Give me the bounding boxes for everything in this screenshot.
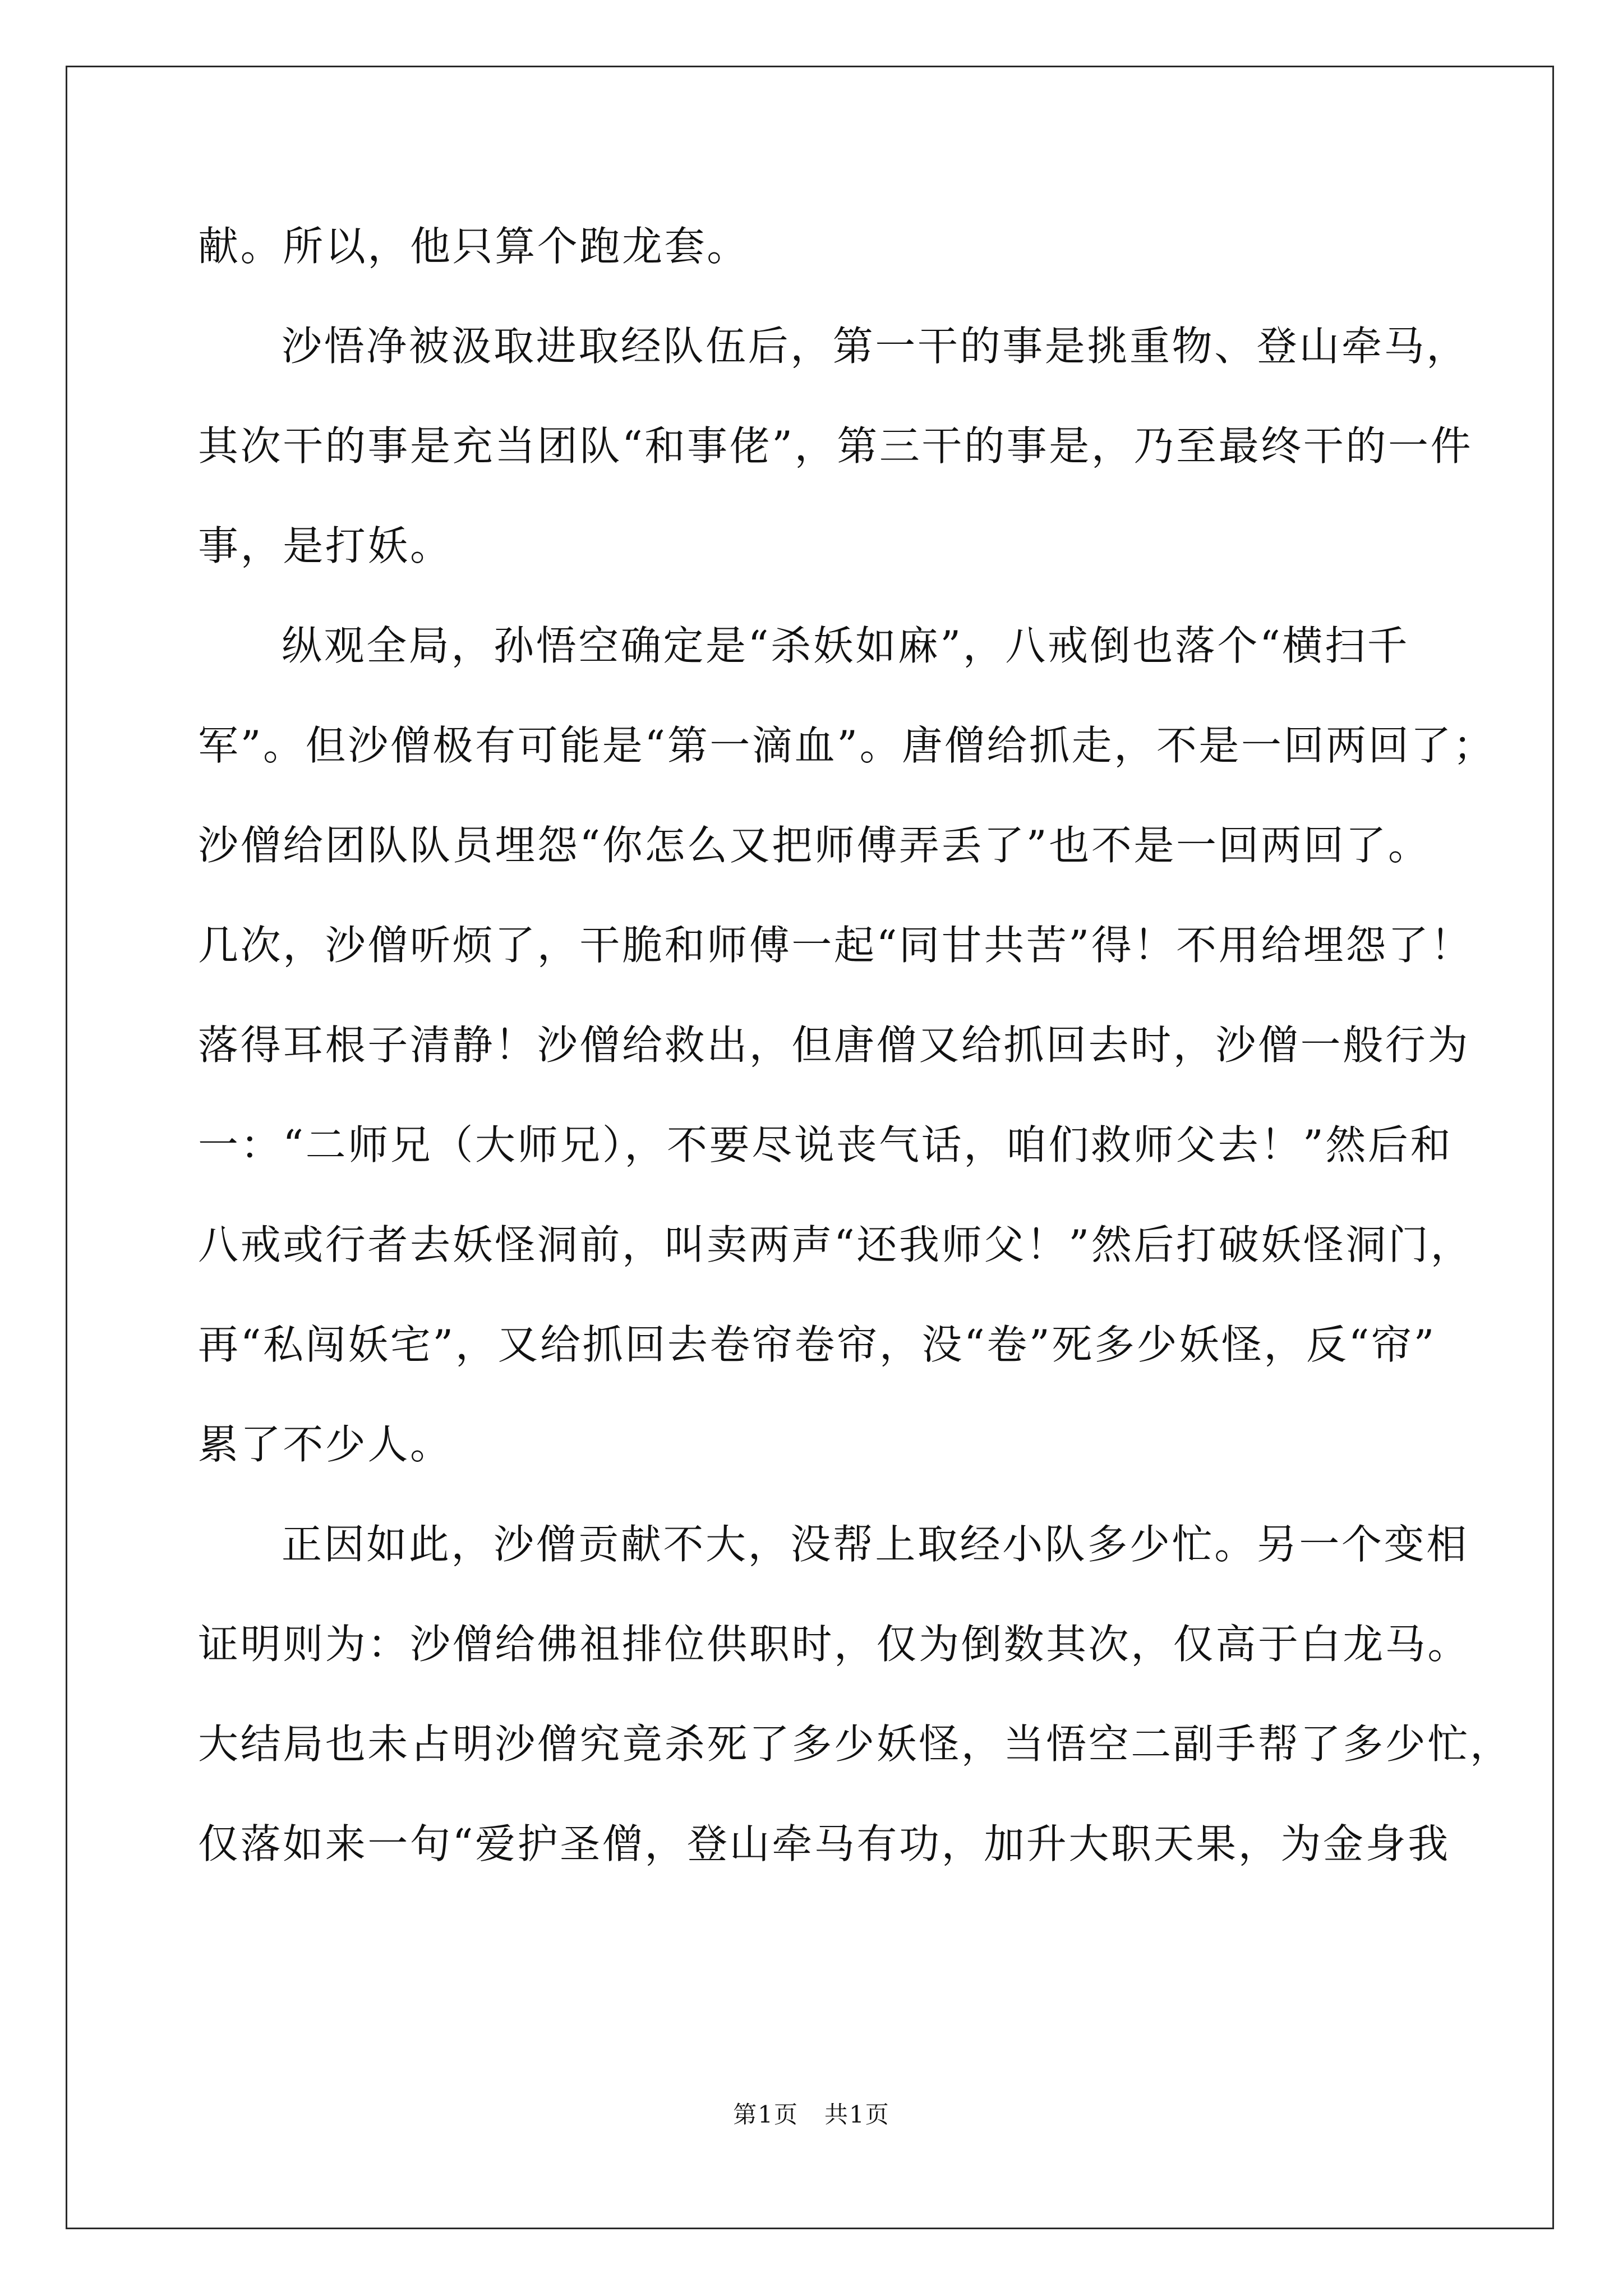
text-line: 沙僧给团队队员埋怨“你怎么又把师傅弄丢了”也不是一回两回了。	[198, 822, 1431, 869]
page-footer	[0, 2098, 1623, 2132]
text-line: 沙悟净被汲取进取经队伍后，第一干的事是挑重物、登山牵马，	[282, 323, 1469, 370]
text-line: 大结局也未占明沙僧究竟杀死了多少妖怪，当悟空二副手帮了多少忙，	[198, 1720, 1513, 1768]
document-body	[198, 196, 1513, 1894]
text-line: 其次干的事是充当团队“和事佬”，第三干的事是，乃至最终干的一件	[198, 422, 1473, 470]
text-line: 正因如此，沙僧贡献不大，没帮上取经小队多少忙。另一个变相	[282, 1521, 1469, 1568]
page-number: 第1页	[733, 2101, 799, 2128]
page-total: 共1页	[824, 2101, 890, 2128]
text-line: 再“私闯妖宅”，又给抓回去卷帘卷帘，没“卷”死多少妖怪，反“帘”	[198, 1321, 1437, 1368]
text-line: 证明则为：沙僧给佛祖排位供职时，仅为倒数其次，仅高于白龙马。	[198, 1621, 1470, 1668]
text-line: 八戒或行者去妖怪洞前，叫卖两声“还我师父！”然后打破妖怪洞门，	[198, 1221, 1473, 1268]
text-line: 仅落如来一句“爱护圣僧，登山牵马有功，加升大职天果，为金身我	[198, 1820, 1450, 1867]
text-line: 一：“二师兄（大师兄），不要尽说丧气话，咱们救师父去！”然后和	[198, 1121, 1453, 1168]
text-line: 纵观全局，孙悟空确定是“杀妖如麻”，八戒倒也落个“横扫千	[282, 622, 1410, 669]
text-line: 几次，沙僧听烦了，干脆和师傅一起“同甘共苦”得！不用给埋怨了！	[198, 922, 1473, 969]
text-line: 事，是打妖。	[198, 522, 453, 569]
text-line: 献。所以，他只算个跑龙套。	[198, 223, 749, 270]
text-line: 落得耳根子清静！沙僧给救出，但唐僧又给抓回去时，沙僧一般行为	[198, 1022, 1470, 1069]
text-line: 累了不少人。	[198, 1421, 453, 1468]
text-line: 军”。但沙僧极有可能是“第一滴血”。唐僧给抓走，不是一回两回了；	[198, 722, 1496, 769]
